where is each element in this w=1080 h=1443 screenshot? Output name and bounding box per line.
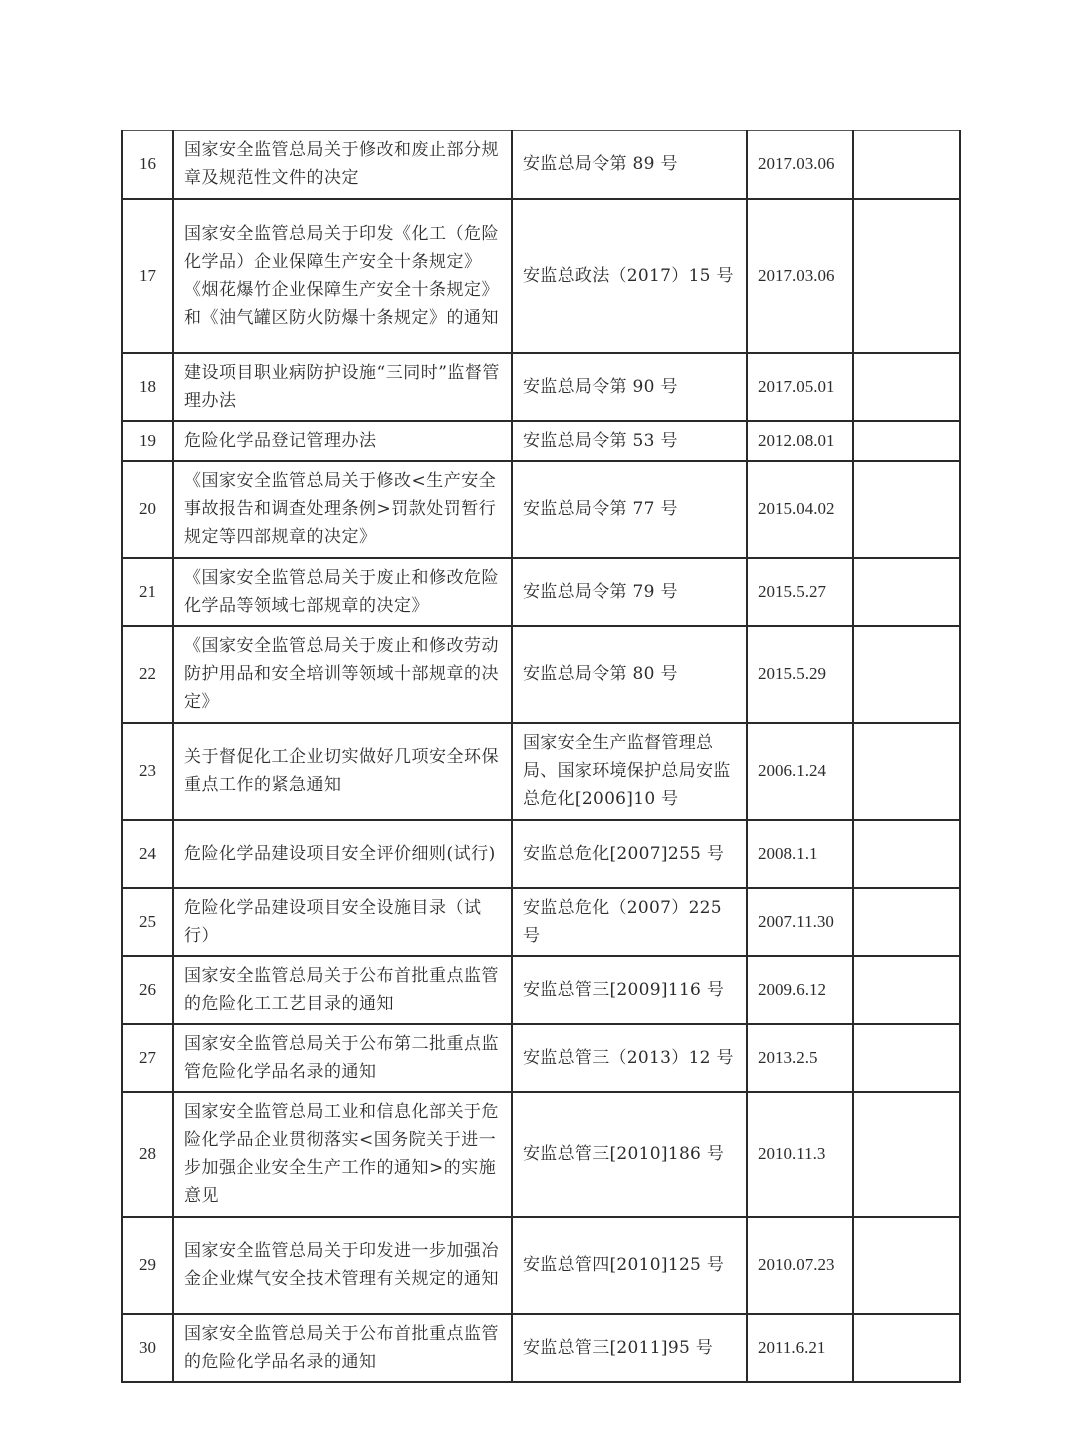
remarks-cell [853, 1024, 960, 1092]
row-number: 19 [122, 421, 173, 461]
effective-date: 2017.03.06 [747, 199, 853, 353]
row-number: 17 [122, 199, 173, 353]
effective-date: 2015.5.29 [747, 626, 853, 723]
regulation-title: 建设项目职业病防护设施“三同时”监督管理办法 [173, 353, 512, 421]
table-row [122, 723, 960, 820]
row-number: 27 [122, 1024, 173, 1092]
document-number: 安监总局令第 89 号 [512, 131, 747, 199]
regulation-title: 《国家安全监管总局关于废止和修改劳动防护用品和安全培训等领域十部规章的决定》 [173, 626, 512, 723]
effective-date: 2006.1.24 [747, 723, 853, 820]
remarks-cell [853, 1092, 960, 1217]
remarks-cell [853, 353, 960, 421]
document-number: 安监总管三[2009]116 号 [512, 956, 747, 1024]
effective-date: 2008.1.1 [747, 820, 853, 888]
table-row [122, 1092, 960, 1217]
document-number: 安监总危化（2007）225 号 [512, 888, 747, 956]
row-number: 20 [122, 461, 173, 558]
document-number: 安监总管三[2010]186 号 [512, 1092, 747, 1217]
remarks-cell [853, 199, 960, 353]
regulation-title: 《国家安全监管总局关于废止和修改危险化学品等领域七部规章的决定》 [173, 558, 512, 626]
effective-date: 2007.11.30 [747, 888, 853, 956]
regulation-title: 关于督促化工企业切实做好几项安全环保重点工作的紧急通知 [173, 723, 512, 820]
document-number: 国家安全生产监督管理总局、国家环境保护总局安监总危化[2006]10 号 [512, 723, 747, 820]
document-number: 安监总局令第 53 号 [512, 421, 747, 461]
document-number: 安监总管三[2011]95 号 [512, 1314, 747, 1382]
remarks-cell [853, 956, 960, 1024]
table-row [122, 421, 960, 461]
remarks-cell [853, 421, 960, 461]
remarks-cell [853, 558, 960, 626]
document-number: 安监总局令第 80 号 [512, 626, 747, 723]
regulation-title: 国家安全监管总局关于印发进一步加强冶金企业煤气安全技术管理有关规定的通知 [173, 1217, 512, 1314]
remarks-cell [853, 888, 960, 956]
effective-date: 2015.04.02 [747, 461, 853, 558]
effective-date: 2011.6.21 [747, 1314, 853, 1382]
regulation-title: 危险化学品建设项目安全设施目录（试行） [173, 888, 512, 956]
row-number: 28 [122, 1092, 173, 1217]
row-number: 24 [122, 820, 173, 888]
effective-date: 2010.07.23 [747, 1217, 853, 1314]
row-number: 16 [122, 131, 173, 199]
regulation-title: 危险化学品登记管理办法 [173, 421, 512, 461]
row-number: 21 [122, 558, 173, 626]
effective-date: 2013.2.5 [747, 1024, 853, 1092]
document-number: 安监总政法（2017）15 号 [512, 199, 747, 353]
document-number: 安监总局令第 79 号 [512, 558, 747, 626]
remarks-cell [853, 1217, 960, 1314]
row-number: 26 [122, 956, 173, 1024]
row-number: 25 [122, 888, 173, 956]
table-row [122, 820, 960, 888]
remarks-cell [853, 820, 960, 888]
table-row [122, 1217, 960, 1314]
document-number: 安监总局令第 90 号 [512, 353, 747, 421]
remarks-cell [853, 723, 960, 820]
regulation-title: 危险化学品建设项目安全评价细则(试行) [173, 820, 512, 888]
row-number: 18 [122, 353, 173, 421]
document-number: 安监总管四[2010]125 号 [512, 1217, 747, 1314]
regulation-title: 国家安全监管总局关于印发《化工（危险化学品）企业保障生产安全十条规定》《烟花爆竹企业保障生产安全十条规定》和《油气罐区防火防爆十条规定》的通知 [173, 199, 512, 353]
row-number: 30 [122, 1314, 173, 1382]
table-row [122, 131, 960, 199]
remarks-cell [853, 461, 960, 558]
effective-date: 2010.11.3 [747, 1092, 853, 1217]
effective-date: 2017.03.06 [747, 131, 853, 199]
row-number: 23 [122, 723, 173, 820]
remarks-cell [853, 626, 960, 723]
regulation-title: 国家安全监管总局工业和信息化部关于危险化学品企业贯彻落实<国务院关于进一步加强企业安全生产工作的通知>的实施意见 [173, 1092, 512, 1217]
document-number: 安监总管三（2013）12 号 [512, 1024, 747, 1092]
table-row [122, 199, 960, 353]
remarks-cell [853, 131, 960, 199]
effective-date: 2017.05.01 [747, 353, 853, 421]
effective-date: 2009.6.12 [747, 956, 853, 1024]
row-number: 22 [122, 626, 173, 723]
table-row [122, 956, 960, 1024]
table-row [122, 1024, 960, 1092]
effective-date: 2015.5.27 [747, 558, 853, 626]
regulations-table [121, 130, 961, 1383]
regulation-title: 《国家安全监管总局关于修改<生产安全事故报告和调查处理条例>罚款处罚暂行规定等四部规章的决定》 [173, 461, 512, 558]
document-number: 安监总局令第 77 号 [512, 461, 747, 558]
regulations-table-body [122, 131, 960, 1382]
regulation-title: 国家安全监管总局关于公布首批重点监管的危险化工工艺目录的通知 [173, 956, 512, 1024]
row-number: 29 [122, 1217, 173, 1314]
document-number: 安监总危化[2007]255 号 [512, 820, 747, 888]
table-row [122, 353, 960, 421]
table-row [122, 626, 960, 723]
regulation-title: 国家安全监管总局关于公布第二批重点监管危险化学品名录的通知 [173, 1024, 512, 1092]
regulation-title: 国家安全监管总局关于修改和废止部分规章及规范性文件的决定 [173, 131, 512, 199]
effective-date: 2012.08.01 [747, 421, 853, 461]
table-row [122, 558, 960, 626]
table-row [122, 1314, 960, 1382]
table-row [122, 461, 960, 558]
table-row [122, 888, 960, 956]
regulation-title: 国家安全监管总局关于公布首批重点监管的危险化学品名录的通知 [173, 1314, 512, 1382]
remarks-cell [853, 1314, 960, 1382]
